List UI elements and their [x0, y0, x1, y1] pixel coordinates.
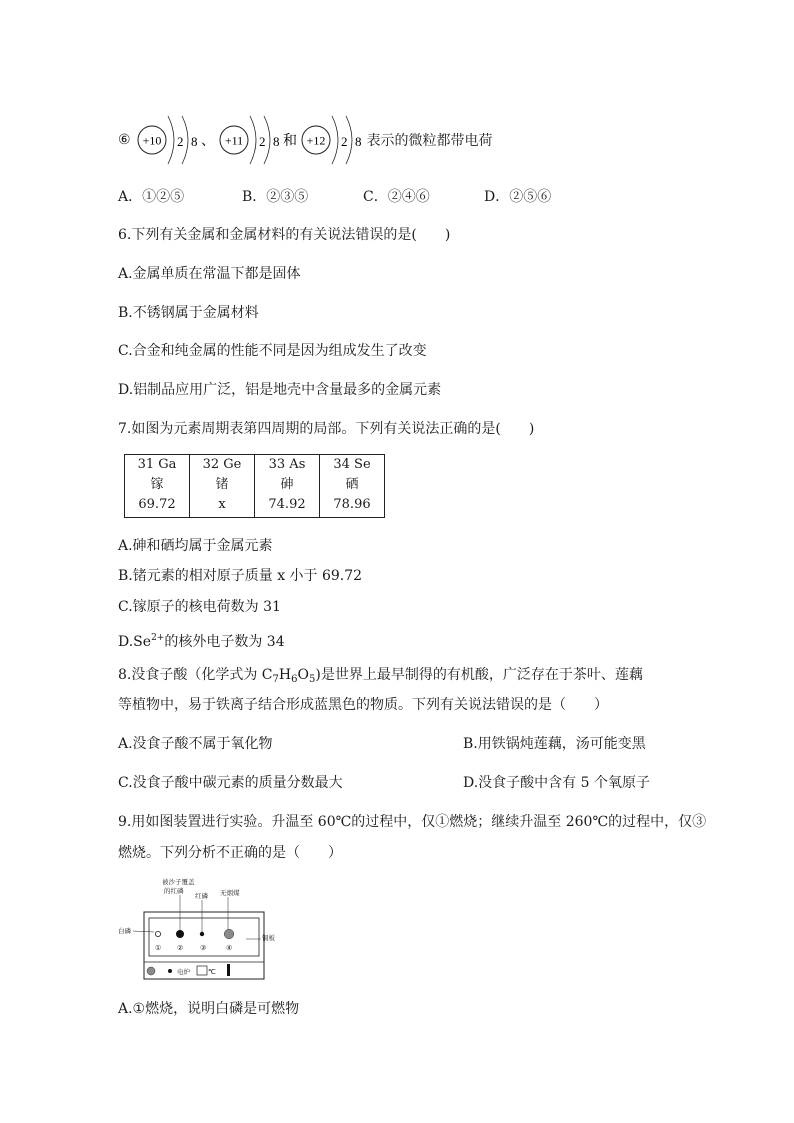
q7-option-a[interactable]: A.砷和硒均属于金属元素	[118, 538, 273, 554]
label-white: 白磷	[118, 928, 131, 935]
q8-stem-pre: 8.没食子酸（化学式为 C	[118, 667, 273, 683]
element-number-symbol: 33 As	[268, 457, 306, 472]
atom-separator: 、	[200, 133, 215, 149]
q6-stem: 6.下列有关金属和金属材料的有关说法错误的是( )	[118, 227, 451, 243]
atom-suffix-text: 表示的微粒都带电荷	[366, 133, 493, 149]
element-cell-ga	[125, 455, 190, 518]
element-cell-se	[320, 455, 385, 518]
nucleus-charge: +12	[306, 133, 325, 148]
label-coal: 无烟煤	[220, 890, 240, 897]
shell-electron-count: 8	[354, 134, 362, 149]
element-mass: x	[218, 497, 226, 512]
element-number-symbol: 34 Se	[333, 457, 371, 472]
num-4: ④	[226, 945, 233, 952]
item-number-6: ⑥	[118, 132, 131, 148]
electron-shell-arc	[168, 116, 174, 164]
anthracite-dot	[224, 929, 234, 939]
periodic-table-fragment	[124, 454, 385, 518]
q7-option-d[interactable]	[118, 628, 285, 652]
q8-option-a[interactable]: A.没食子酸不属于氧化物	[118, 736, 273, 752]
element-cell-as	[255, 455, 320, 518]
atom-diagrams	[135, 110, 375, 170]
q8-stem-line1	[118, 665, 643, 690]
q5-option-d[interactable]: D．②⑤⑥	[484, 189, 552, 205]
atom-diagram-11	[220, 116, 297, 164]
element-number-symbol: 32 Ge	[202, 457, 242, 472]
electron-shell-arc	[250, 116, 256, 164]
q6-option-b[interactable]: B.不锈钢属于金属材料	[118, 305, 259, 321]
formula-sub-o: 5	[308, 674, 316, 685]
q7-option-d-pre: D.Se	[118, 634, 152, 650]
q8-option-b[interactable]: B.用铁锅炖莲藕，汤可能变黑	[463, 736, 646, 752]
nucleus-charge: +11	[224, 133, 243, 148]
label-plate: 铜板	[262, 935, 275, 942]
formula-sub-c: 7	[272, 674, 279, 685]
stove-indicator	[168, 969, 172, 973]
stove-knob	[147, 967, 155, 975]
q9-stem-line1: 9.用如图装置进行实验。升温至 60℃的过程中，仅①燃烧；继续升温至 260℃的过程中，仅③	[118, 814, 707, 830]
q8-stem-line2: 等植物中，易于铁离子结合形成蓝黑色的物质。下列有关说法错误的是（ ）	[118, 697, 608, 713]
nucleus-charge: +10	[142, 133, 161, 148]
shell-electron-count: 2	[258, 134, 266, 149]
white-phosphorus-dot	[155, 931, 160, 936]
q9-stem-line2: 燃烧。下列分析不正确的是（ ）	[118, 845, 342, 861]
atom-diagram-10	[138, 116, 215, 164]
q5-option-c[interactable]: C．②④⑥	[363, 189, 430, 205]
formula-h: H	[278, 667, 292, 683]
q9-option-a[interactable]: A.①燃烧，说明白磷是可燃物	[118, 1001, 300, 1017]
electron-shell-arc	[332, 116, 338, 164]
element-name: 硒	[345, 477, 359, 492]
q8-option-d[interactable]: D.没食子酸中含有 5 个氧原子	[463, 775, 650, 791]
element-name: 锗	[215, 477, 229, 492]
shell-electron-count: 2	[176, 134, 184, 149]
num-1: ①	[155, 945, 162, 952]
combustion-apparatus-figure	[118, 876, 278, 980]
q7-option-d-charge: 2+	[151, 633, 165, 643]
q8-option-c[interactable]: C.没食子酸中碳元素的质量分数最大	[118, 775, 343, 791]
q7-option-d-post: 的核外电子数为 34	[164, 634, 285, 650]
shell-electron-count: 8	[272, 134, 280, 149]
element-number-symbol: 31 Ga	[137, 457, 177, 472]
label-sand: 被沙子覆盖	[162, 879, 195, 886]
q7-option-c[interactable]: C.镓原子的核电荷数为 31	[118, 599, 281, 615]
formula-o: O	[297, 667, 309, 683]
element-mass: 78.96	[333, 497, 371, 512]
celsius-icon: ℃	[208, 969, 216, 976]
element-name: 砷	[280, 477, 294, 492]
q6-option-a[interactable]: A.金属单质在常温下都是固体	[118, 266, 301, 282]
q8-stem-post: )是世界上最早制得的有机酸，广泛存在于茶叶、莲藕	[315, 667, 643, 683]
num-3: ③	[200, 945, 207, 952]
q5-options	[118, 186, 618, 206]
covered-red-phosphorus-dot	[176, 930, 184, 938]
label-stove: 电炉	[177, 969, 190, 976]
element-mass: 74.92	[268, 497, 306, 512]
atom-separator: 和	[282, 133, 297, 149]
atom-structure-row	[118, 120, 493, 160]
q6-option-c[interactable]: C.合金和纯金属的性能不同是因为组成发生了改变	[118, 343, 427, 359]
atom-diagram-12	[302, 116, 362, 164]
temp-display	[197, 966, 207, 975]
shell-electron-count: 8	[190, 134, 198, 149]
q6-option-d[interactable]: D.铝制品应用广泛，铝是地壳中含量最多的金属元素	[118, 382, 442, 398]
q5-option-a[interactable]: A．①②⑤	[118, 189, 185, 205]
formula-sub-h: 6	[291, 674, 298, 685]
shell-electron-count: 2	[340, 134, 348, 149]
q7-option-b[interactable]: B.锗元素的相对原子质量 x 小于 69.72	[118, 568, 363, 584]
element-cell-ge	[190, 455, 255, 518]
element-name: 镓	[150, 477, 164, 492]
element-mass: 69.72	[138, 497, 176, 512]
q5-option-b[interactable]: B．②③⑤	[242, 189, 309, 205]
label-red: 红磷	[195, 893, 208, 900]
switch-bar	[227, 964, 230, 976]
red-phosphorus-dot	[200, 932, 204, 936]
label-red-covered: 的红磷	[164, 888, 184, 895]
q7-stem: 7.如图为元素周期表第四周期的局部。下列有关说法正确的是( )	[118, 421, 535, 437]
num-2: ②	[177, 945, 184, 952]
